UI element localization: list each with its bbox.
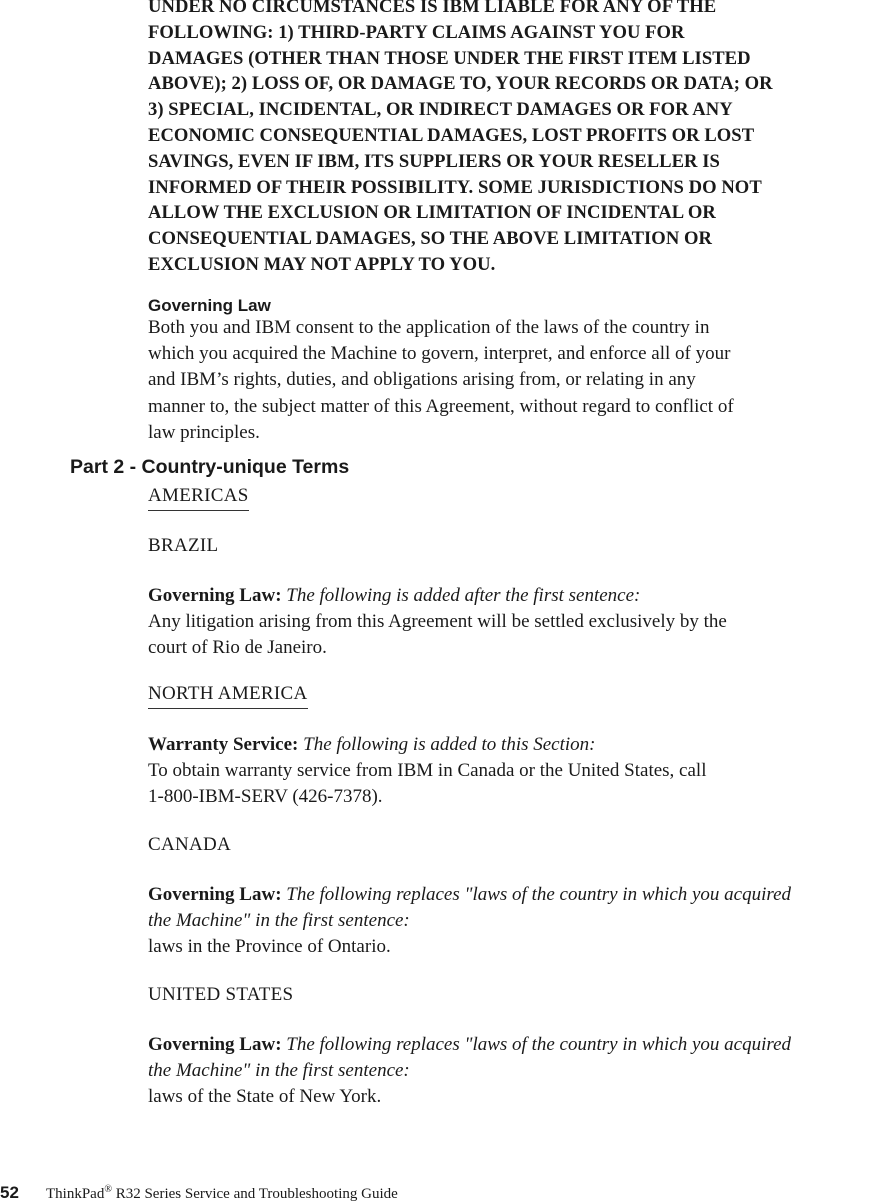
americas-heading <box>148 483 249 511</box>
north-america-lead-line <box>148 732 706 758</box>
caps-line: CONSEQUENTIAL DAMAGES, SO THE ABOVE LIMITATION OR <box>148 228 712 250</box>
footer-product: ThinkPad <box>46 1186 105 1202</box>
caps-line: FOLLOWING: 1) THIRD-PARTY CLAIMS AGAINST YOU FOR <box>148 21 685 43</box>
brazil-section <box>148 583 727 661</box>
canada-section <box>148 882 791 960</box>
caps-line: ECONOMIC CONSEQUENTIAL DAMAGES, LOST PROFITS OR LOST <box>148 124 755 146</box>
united-states-instruction-cont: the Machine" in the first sentence: <box>148 1060 410 1081</box>
brazil-text-line: Any litigation arising from this Agreement will be settled exclusively by the <box>148 611 727 632</box>
brazil-lead: Governing Law: <box>148 585 282 606</box>
caps-line: EXCLUSION MAY NOT APPLY TO YOU. <box>148 253 496 275</box>
caps-line: ALLOW THE EXCLUSION OR LIMITATION OF INCIDENTAL OR <box>148 202 716 224</box>
canada-lead: Governing Law: <box>148 884 282 905</box>
caps-line: DAMAGES (OTHER THAN THOSE UNDER THE FIRST ITEM LISTED <box>148 47 751 69</box>
page-number: 52 <box>0 1183 19 1202</box>
brazil-heading-text: BRAZIL <box>148 535 219 556</box>
united-states-section <box>148 1032 791 1110</box>
limitation-of-liability-caps <box>148 0 880 278</box>
canada-heading <box>148 832 231 858</box>
north-america-text-line: To obtain warranty service from IBM in Canada or the United States, call <box>148 760 707 781</box>
caps-line: ABOVE); 2) LOSS OF, OR DAMAGE TO, YOUR RECORDS OR DATA; OR <box>148 73 773 95</box>
governing-law-paragraph <box>148 315 880 446</box>
caps-line: INFORMED OF THEIR POSSIBILITY. SOME JURISDICTIONS DO NOT <box>148 176 762 198</box>
paragraph-line: and IBM’s rights, duties, and obligations arising from, or relating in any <box>148 369 696 391</box>
united-states-heading <box>148 982 293 1008</box>
canada-instruction-cont: the Machine" in the first sentence: <box>148 910 410 931</box>
brazil-text-line: court of Rio de Janeiro. <box>148 637 327 658</box>
brazil-instruction: The following is added after the first sentence: <box>286 585 641 606</box>
north-america-text-line: 1-800-IBM-SERV (426-7378). <box>148 786 383 807</box>
canada-text: laws in the Province of Ontario. <box>148 936 391 957</box>
north-america-heading <box>148 681 308 709</box>
united-states-text: laws of the State of New York. <box>148 1086 382 1107</box>
paragraph-line: law principles. <box>148 421 260 443</box>
caps-line: UNDER NO CIRCUMSTANCES IS IBM LIABLE FOR ANY OF THE <box>148 0 717 17</box>
paragraph-line: manner to, the subject matter of this Agreement, without regard to conflict of <box>148 395 734 417</box>
caps-line: SAVINGS, EVEN IF IBM, ITS SUPPLIERS OR YOUR RESELLER IS <box>148 150 720 172</box>
canada-heading-text: CANADA <box>148 834 232 855</box>
north-america-section <box>148 732 706 810</box>
brazil-lead-line <box>148 583 727 609</box>
north-america-heading-text: NORTH AMERICA <box>148 681 308 709</box>
north-america-lead: Warranty Service: <box>148 734 299 755</box>
paragraph-line: Both you and IBM consent to the application of the laws of the country in <box>148 317 710 338</box>
part2-heading: Part 2 - Country-unique Terms <box>70 456 350 478</box>
canada-instruction: The following replaces "laws of the country in which you acquired <box>286 884 792 905</box>
governing-law-heading: Governing Law <box>148 296 271 315</box>
united-states-lead: Governing Law: <box>148 1034 282 1055</box>
registered-mark: ® <box>104 1184 112 1195</box>
united-states-heading-text: UNITED STATES <box>148 984 294 1005</box>
united-states-lead-line <box>148 1032 791 1058</box>
americas-heading-text: AMERICAS <box>148 483 249 511</box>
united-states-instruction: The following replaces "laws of the country in which you acquired <box>286 1034 792 1055</box>
footer-title: R32 Series Service and Troubleshooting Guide <box>111 1186 398 1202</box>
paragraph-line: which you acquired the Machine to govern, interpret, and enforce all of your <box>148 343 731 365</box>
north-america-instruction: The following is added to this Section: <box>303 734 596 755</box>
caps-line: 3) SPECIAL, INCIDENTAL, OR INDIRECT DAMAGES OR FOR ANY <box>148 99 733 121</box>
canada-lead-line <box>148 882 791 908</box>
brazil-heading <box>148 533 218 559</box>
page-footer <box>0 1180 398 1204</box>
